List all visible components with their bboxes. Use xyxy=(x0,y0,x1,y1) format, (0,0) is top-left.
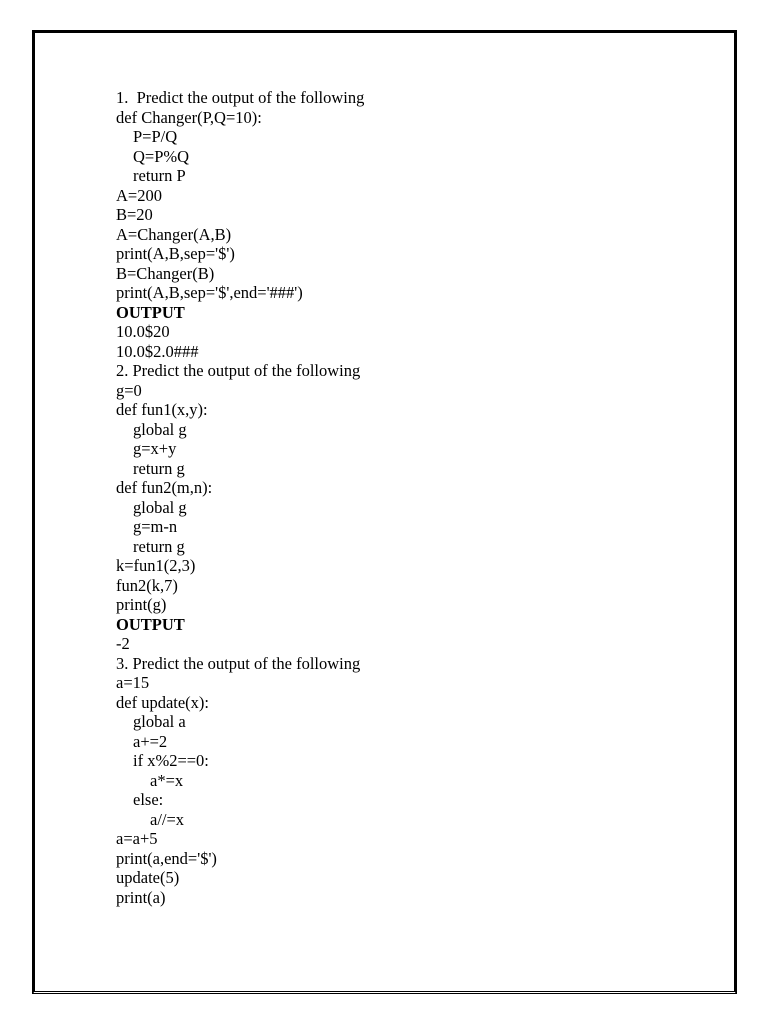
text-line: B=Changer(B) xyxy=(116,263,215,283)
text-line: g=0 xyxy=(116,380,142,400)
text-line: a=15 xyxy=(116,673,150,692)
text-line: return P xyxy=(133,166,186,185)
text-line: B=20 xyxy=(116,205,153,224)
text-line: a//=x xyxy=(150,809,185,829)
text-line: 2. Predict the output of the following xyxy=(116,361,361,380)
text-line: global a xyxy=(133,712,186,731)
text-line: A=Changer(A,B) xyxy=(116,224,232,244)
text-line: k=fun1(2,3) xyxy=(116,556,196,575)
text-line: print(g) xyxy=(116,595,167,614)
text-line: 10.0$20 xyxy=(116,322,170,341)
text-line: a+=2 xyxy=(133,731,168,751)
text-line: else: xyxy=(133,790,164,809)
text-line: def fun1(x,y): xyxy=(116,400,208,419)
text-line: g=m-n xyxy=(133,517,178,536)
text-line: fun2(k,7) xyxy=(116,575,178,595)
text-line: print(A,B,sep='$',end='###') xyxy=(116,283,303,302)
text-line: 10.0$2.0### xyxy=(116,341,199,361)
text-line: global g xyxy=(133,497,187,517)
text-line: def fun2(m,n): xyxy=(116,478,213,497)
text-line: print(a,end='$') xyxy=(116,848,217,868)
text-line: return g xyxy=(133,536,185,556)
text-line: -2 xyxy=(116,634,130,653)
text-line: 3. Predict the output of the following xyxy=(116,653,361,673)
text-line: global g xyxy=(133,419,187,439)
text-line: g=x+y xyxy=(133,439,177,458)
text-line: Q=P%Q xyxy=(133,146,190,166)
output-heading: OUTPUT xyxy=(116,614,185,634)
text-line: def update(x): xyxy=(116,692,209,712)
text-line: update(5) xyxy=(116,868,180,887)
text-line: 1. Predict the output of the following xyxy=(116,88,365,107)
text-line: print(A,B,sep='$') xyxy=(116,244,235,263)
text-line: print(a) xyxy=(116,887,166,907)
document-body xyxy=(116,88,364,907)
text-line: a=a+5 xyxy=(116,829,158,848)
output-heading: OUTPUT xyxy=(116,302,185,322)
text-line: P=P/Q xyxy=(133,127,178,146)
text-line: return g xyxy=(133,458,185,478)
text-line: a*=x xyxy=(150,770,184,790)
text-line: def Changer(P,Q=10): xyxy=(116,107,262,127)
text-line: if x%2==0: xyxy=(133,751,209,770)
text-line: A=200 xyxy=(116,185,162,205)
